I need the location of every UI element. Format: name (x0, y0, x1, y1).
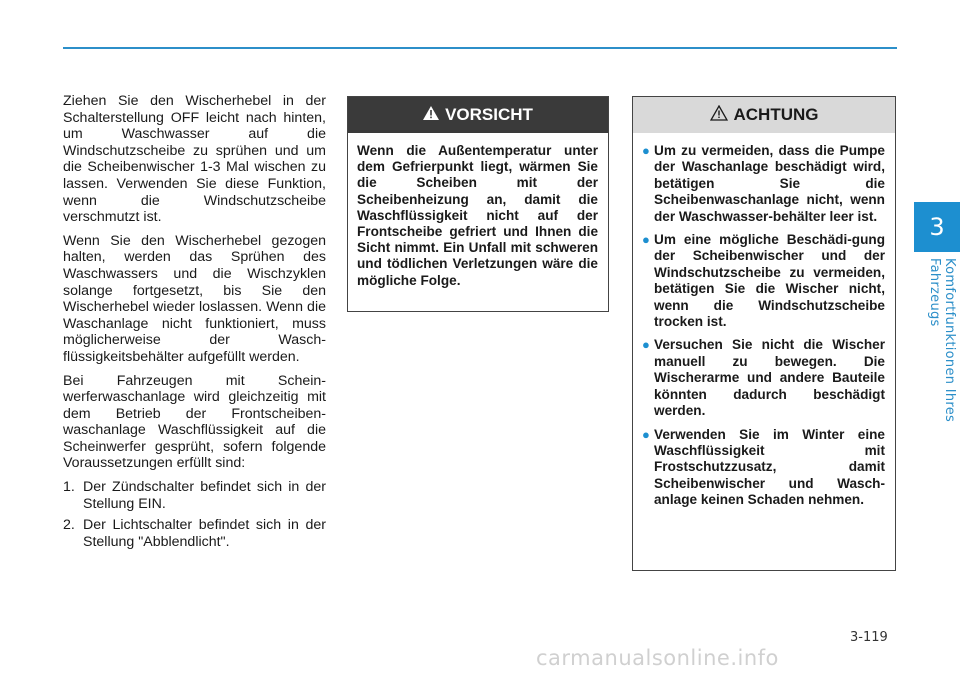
warning-item: ● Um zu vermeiden, dass die Pumpe der Waschanlage beschädigt wird, betätigen Sie die Scheibenwaschanlage nicht, wenn der Waschwasser-behälter leer ist. (642, 143, 885, 224)
bullet-icon: ● (642, 426, 650, 442)
condition-list (63, 479, 326, 550)
warning-item: ● Um eine mögliche Beschädi-gung der Scheibenwischer und der Windschutzscheibe zu vermeiden, betätigen Sie die Wischer nicht, wenn die Windschutzscheibe trocken ist. (642, 232, 885, 330)
body-text-column (63, 93, 326, 555)
chapter-title: Komfortfunktionen Ihres Fahrzeugs (927, 258, 957, 423)
caution-header (348, 97, 608, 133)
list-number: 1. (63, 479, 75, 496)
bullet-icon: ● (642, 337, 650, 353)
warning-triangle-icon (423, 105, 439, 125)
caution-heading: VORSICHT (445, 105, 533, 124)
caution-box (347, 96, 609, 312)
warning-item: ● Verwenden Sie im Winter eine Waschflüssigkeit mit Frostschutzzusatz, damit Scheibenwischer und Wasch-anlage keinen Schaden nehmen. (642, 426, 885, 508)
paragraph: Wenn Sie den Wischerhebel gezogen halten, werden das Sprühen des Waschwassers und die Wischzyklen solange fortgesetzt, bis Sie den Wischerhebel wieder loslassen. Wenn die Waschanlage nicht funktioniert, muss möglicherweise der Wasch-flüssigkeitsbehälter aufgefüllt werden. (63, 232, 326, 365)
warning-box (632, 96, 896, 571)
list-item (63, 517, 326, 550)
top-rule (63, 47, 897, 49)
chapter-number-tab: 3 (914, 202, 960, 252)
caution-text: Wenn die Außentemperatur unter dem Gefrierpunkt liegt, wärmen Sie die Scheiben mit der Scheibenheizung an, damit die Waschflüssigkeit nicht auf der Frontscheibe gefriert und Ihnen die Sicht nimmt. Ein Unfall mit schweren und tödlichen Verletzungen wäre die mögliche Folge. (357, 143, 598, 288)
warning-header (633, 97, 895, 133)
list-number: 2. (63, 517, 75, 534)
paragraph: Ziehen Sie den Wischerhebel in der Schalterstellung OFF leicht nach hinten, um Waschwasser auf die Windschutzscheibe zu sprühen und um die Scheibenwischer 1-3 Mal wischen zu lassen. Verwenden Sie diese Funktion, wenn die Windschutzscheibe verschmutzt ist. (63, 93, 326, 226)
warning-item: ● Versuchen Sie nicht die Wischer manuell zu bewegen. Die Wischerarme und andere Bauteile könnten dadurch beschädigt werden. (642, 337, 885, 419)
warning-triangle-outline-icon (710, 105, 728, 126)
bullet-icon: ● (642, 232, 650, 248)
paragraph: Bei Fahrzeugen mit Schein-werferwaschanlage wird gleichzeitig mit dem Betrieb der Frontscheiben-waschanlage Waschflüssigkeit auf die Scheinwerfer gesprüht, sofern folgende Voraussetzungen erfüllt sind: (63, 372, 326, 472)
list-item (63, 479, 326, 512)
bullet-icon: ● (642, 143, 650, 158)
list-item-text: Der Zündschalter befindet sich in der Stellung EIN. (83, 479, 326, 512)
warning-list (633, 133, 895, 509)
list-item-text: Der Lichtschalter befindet sich in der Stellung "Abblendlicht". (83, 517, 326, 550)
watermark: carmanualsonline.info (536, 646, 779, 670)
page-number: 3-119 (850, 630, 888, 645)
warning-heading: ACHTUNG (733, 105, 819, 124)
